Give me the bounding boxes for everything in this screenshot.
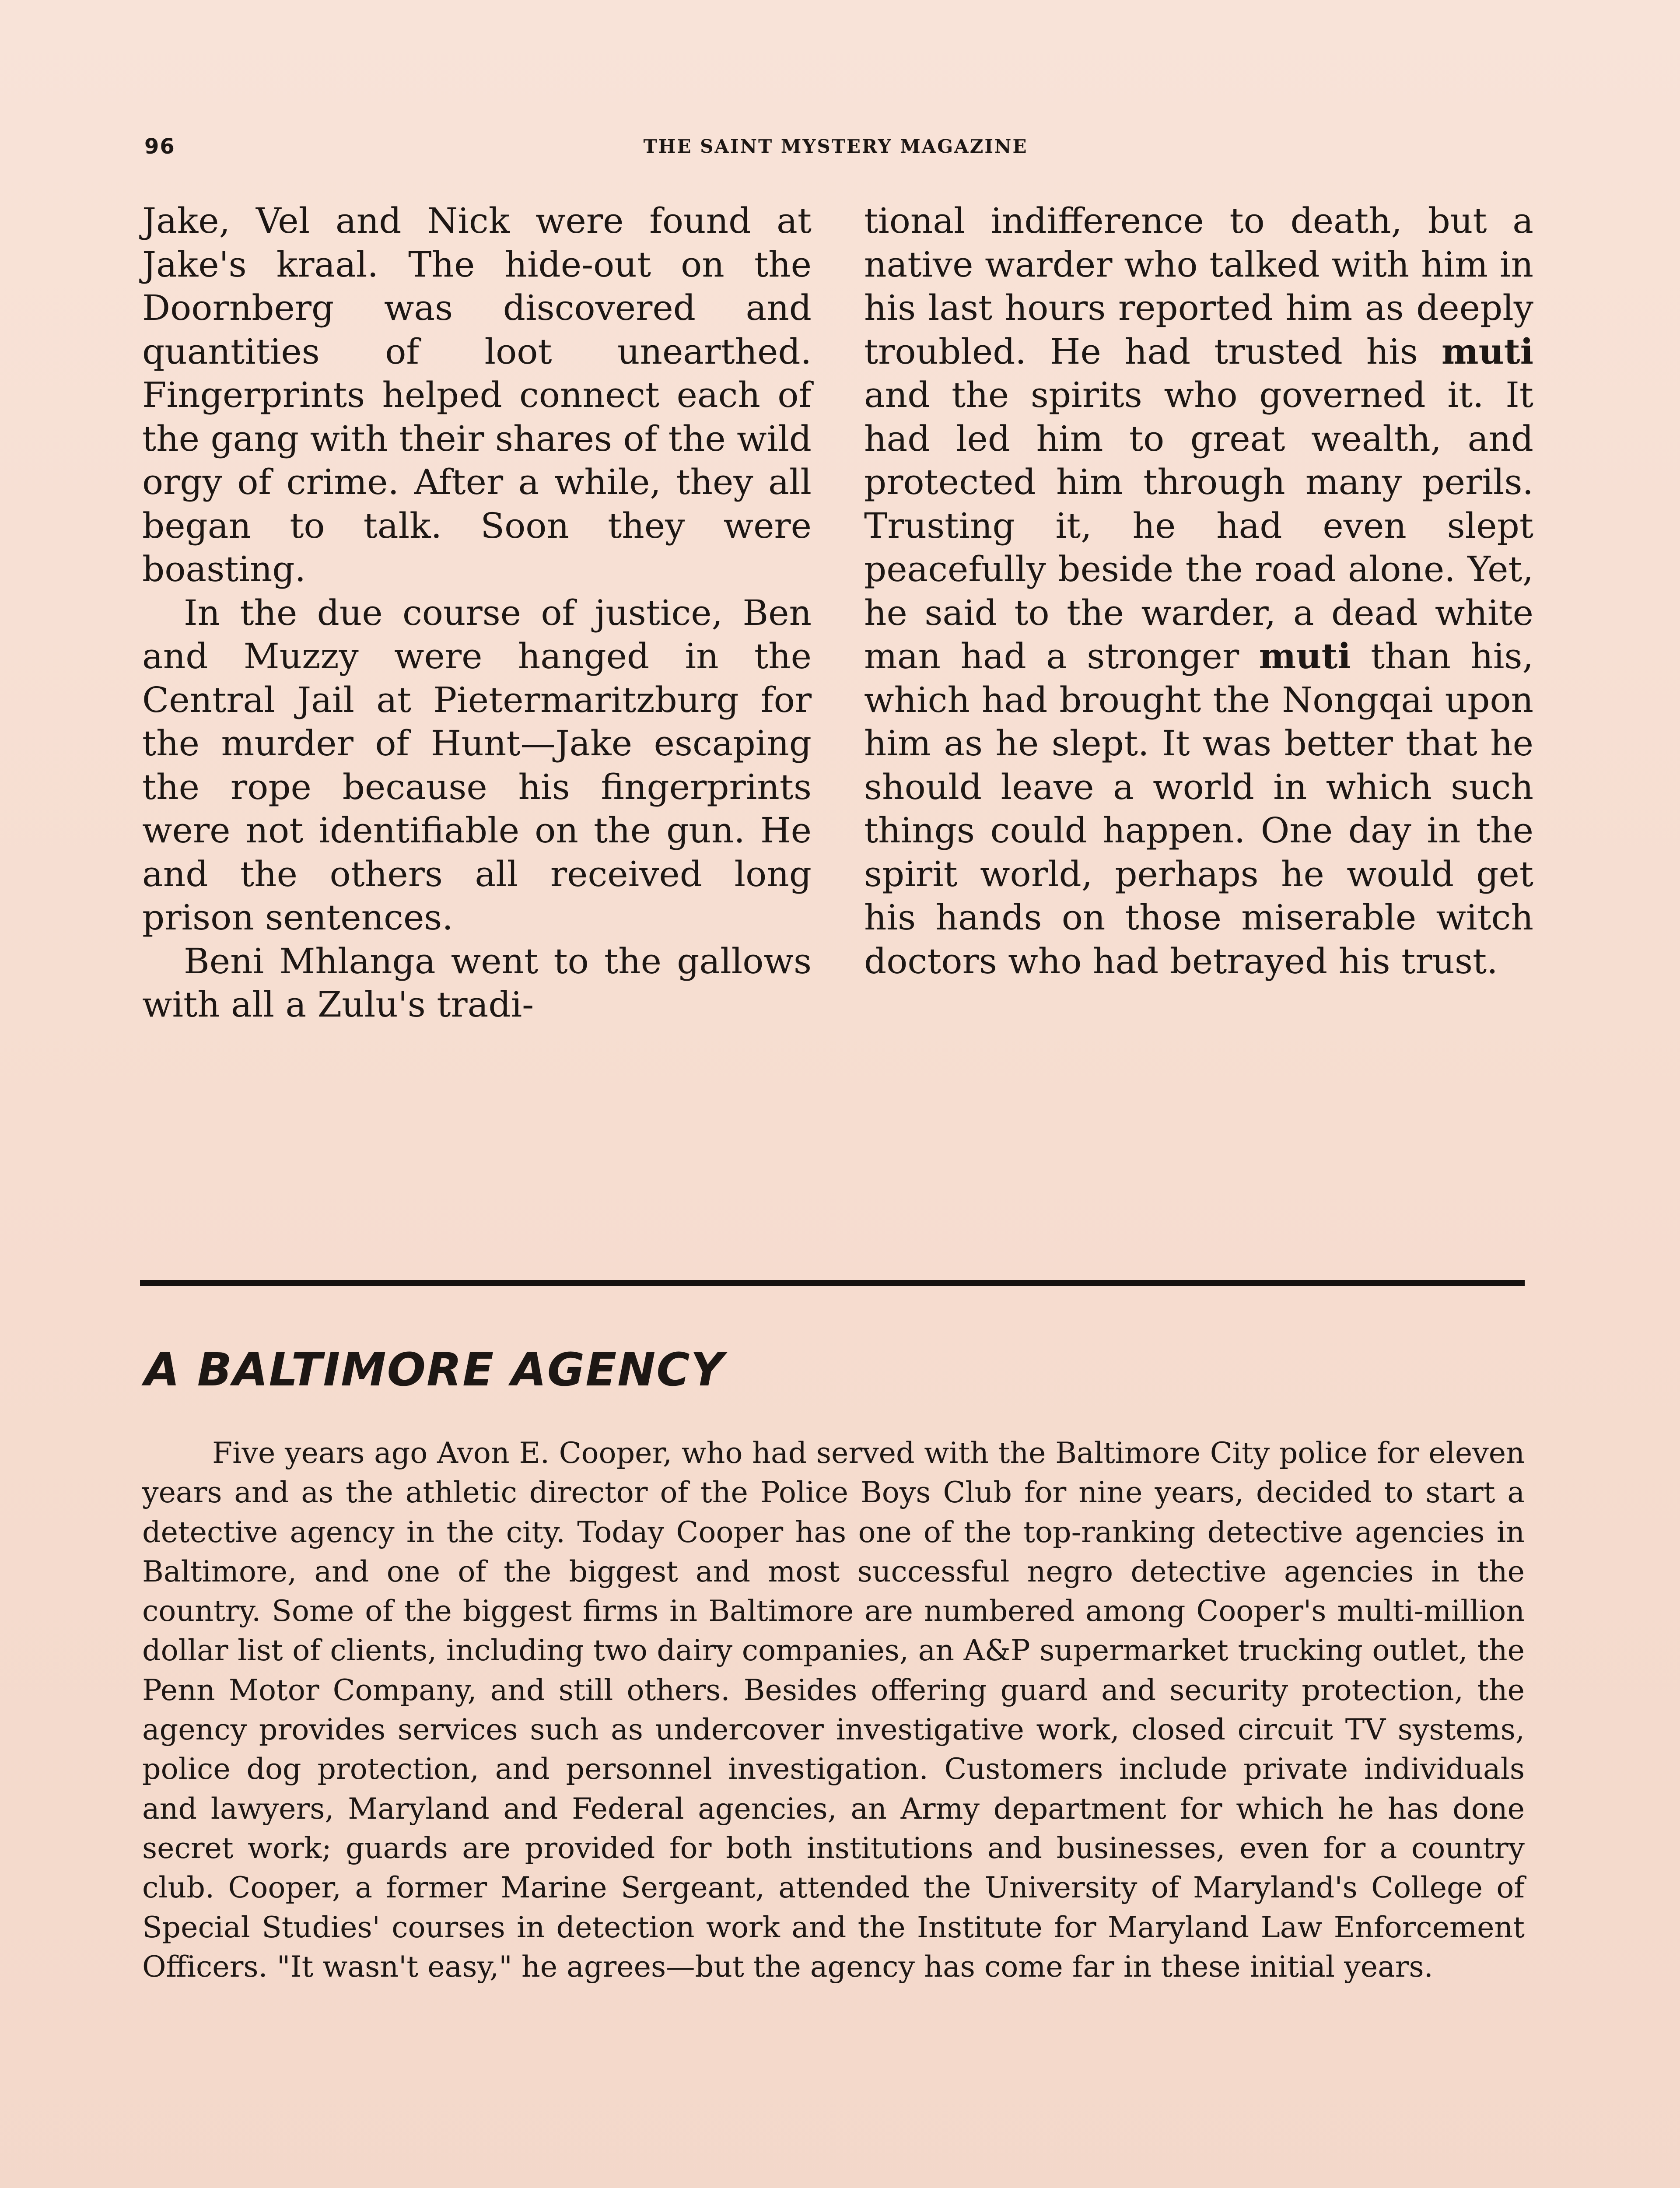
page-number: 96 — [144, 134, 175, 159]
site-watermark — [1307, 2184, 1641, 2188]
running-head — [144, 131, 1527, 162]
story-paragraph: In the due course of justice, Ben and Muzzy were hanged in the Central Jail at Pietermaritzburg for the murder of Hunt—Jake escaping the rope because his fingerprints were not identifiable on the gun. He and the others all received long prison sentences. — [142, 592, 812, 938]
story-text: than his, which had brought the Nongqai upon him as he slept. It was better that he should leave a world in which such things could happen. One day in the spirit world, perhaps he would get his hands on those miserable witch doctors who had betrayed his trust. — [864, 636, 1534, 982]
story-right-column — [864, 199, 1533, 983]
story-paragraph — [864, 199, 1533, 983]
section-divider — [140, 1280, 1525, 1286]
story-left-column — [142, 199, 812, 1027]
magazine-title: THE SAINT MYSTERY MAGAZINE — [643, 136, 1028, 157]
story-emphasis-muti: muti — [1259, 635, 1351, 677]
story-paragraph: Jake, Vel and Nick were found at Jake's kraal. The hide-out on the Doornberg was discovered and quantities of loot unearthed. Fingerprints helped connect each of the gang with their shares of the wild orgy of crime. After a while, they all began to talk. Soon they were boasting. — [142, 200, 812, 589]
story-emphasis-muti: muti — [1441, 330, 1533, 372]
story-text: tional indifference to death, but a native warder who talked with him in his last hours reported him as deeply troubled. He had trusted his — [864, 200, 1533, 372]
article-heading: A BALTIMORE AGENCY — [144, 1343, 724, 1396]
story-text: and the spirits who governed it. It had led him to great wealth, and protected him through many perils. Trusting it, he had even slept peacefully beside the road alone. Yet, he said to the warder, a dead white man had a stronger — [864, 375, 1533, 677]
article-body: Five years ago Avon E. Cooper, who had served with the Baltimore City police for eleven years and as the athletic director of the Police Boys Club for nine years, decided to start a detective agency in the city. Today Cooper has one of the top-ranking detective agencies in Baltimore, and one of the biggest and most successful negro detective agencies in the country. Some of the biggest firms in Baltimore are numbered among Cooper's multi-million dollar list of clients, including two dairy companies, an A&P supermarket trucking outlet, the Penn Motor Company, and still others. Besides offering guard and security protection, the agency provides services such as undercover investigative work, closed circuit TV systems, police dog protection, and personnel investigation. Customers include private individuals and lawyers, Maryland and Federal agencies, an Army department for which he has done secret work; guards are provided for both institutions and businesses, even for a country club. Cooper, a former Marine Sergeant, attended the University of Maryland's College of Special Studies' courses in detection work and the Institute for Maryland Law Enforcement Officers. "It wasn't easy," he agrees—but the agency has come far in these initial years. — [142, 1436, 1525, 1984]
story-paragraph: Beni Mhlanga went to the gallows with all a Zulu's tradi- — [142, 940, 812, 1025]
